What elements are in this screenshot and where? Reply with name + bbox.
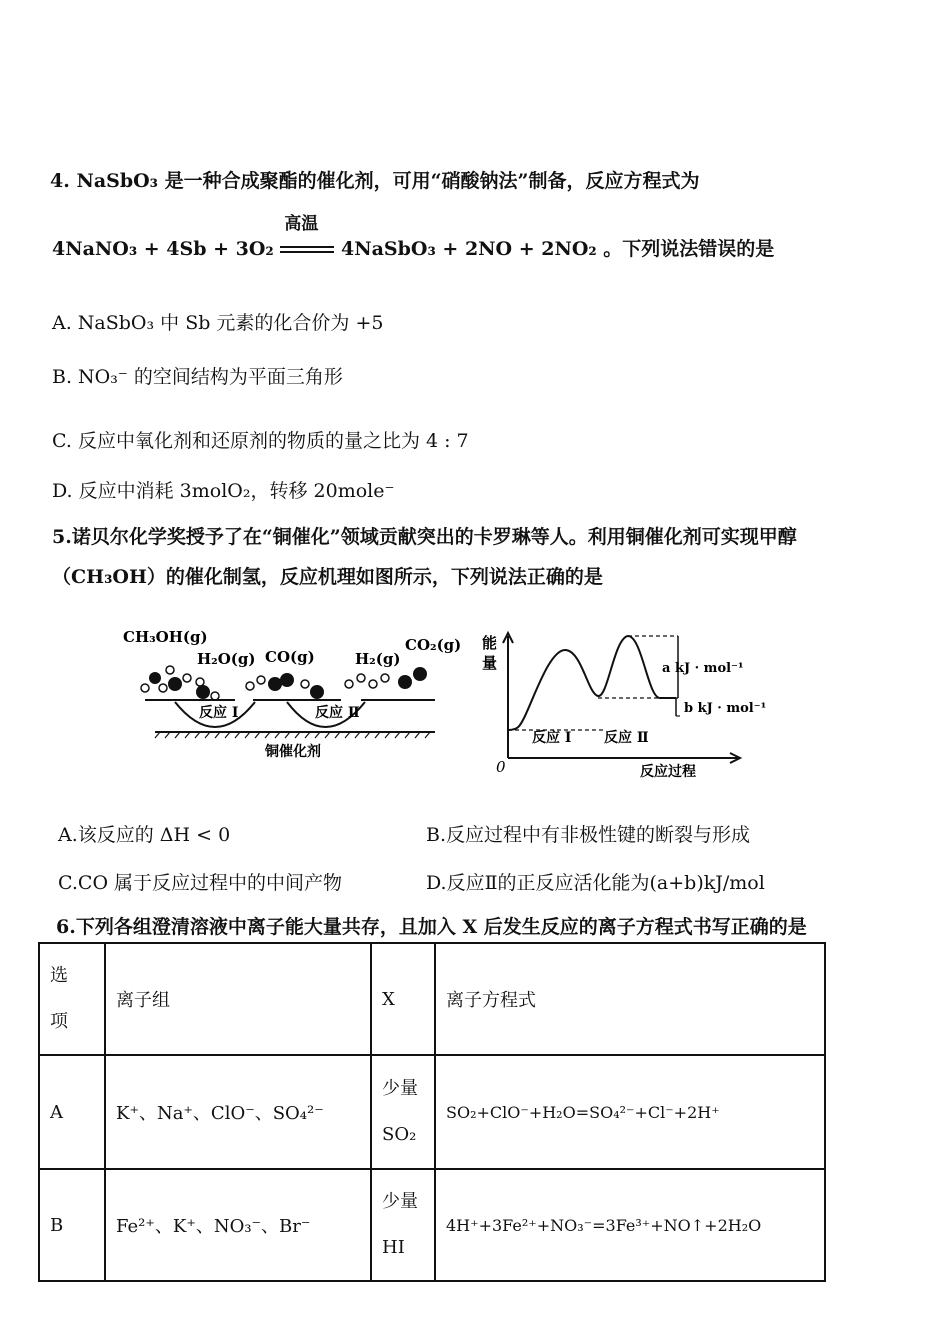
label-catalyst: 铜催化剂 <box>265 744 321 760</box>
header-equation: 离子方程式 <box>435 943 825 1055</box>
energy-diagram <box>478 628 778 780</box>
energy-curve <box>508 636 676 730</box>
row-a-x <box>371 1055 435 1169</box>
b-label: b kJ · mol⁻¹ <box>684 701 767 716</box>
q6-stem: 6.下列各组澄清溶液中离子能大量共存，且加入 X 后发生反应的离子方程式书写正确的是 <box>56 916 807 938</box>
q5-option-b[interactable]: B.反应过程中有非极性键的断裂与形成 <box>426 824 751 846</box>
header-option <box>39 943 105 1055</box>
label-co: CO(g) <box>265 648 315 666</box>
q5-option-c[interactable]: C.CO 属于反应过程中的中间产物 <box>58 872 343 894</box>
a-label: a kJ · mol⁻¹ <box>662 661 744 676</box>
row-a-equation: SO₂+ClO⁻+H₂O=SO₄²⁻+Cl⁻+2H⁺ <box>435 1055 825 1169</box>
q4-equation <box>52 214 775 261</box>
row-a-x-1: 少量 <box>382 1078 418 1099</box>
q4-condition: 高温 <box>284 214 319 234</box>
table-row <box>39 1169 825 1281</box>
header-option-1: 选 <box>50 965 68 986</box>
y-label-2: 量 <box>482 654 498 672</box>
row-a-ions: K⁺、Na⁺、ClO⁻、SO₄²⁻ <box>105 1055 371 1169</box>
row-b-option: B <box>39 1169 105 1281</box>
q4-option-d[interactable]: D. 反应中消耗 3molO₂，转移 20mole⁻ <box>52 480 395 502</box>
q4-equation-arrow <box>280 214 334 260</box>
q5-stem-line1: 5.诺贝尔化学奖授予了在“铜催化”领域贡献突出的卡罗琳等人。利用铜催化剂可实现甲醇 <box>52 526 797 548</box>
q4-stem: 4. NaSbO₃ 是一种合成聚酯的催化剂，可用“硝酸钠法”制备，反应方程式为 <box>50 170 700 192</box>
label-ch3oh: CH₃OH(g) <box>123 628 208 646</box>
label-rxn2-mech: 反应 Ⅱ <box>315 705 360 721</box>
q4-option-a[interactable]: A. NaSbO₃ 中 Sb 元素的化合价为 +5 <box>52 312 384 334</box>
row-a-option: A <box>39 1055 105 1169</box>
label-h2o: H₂O(g) <box>197 650 256 668</box>
header-x: X <box>371 943 435 1055</box>
header-ions: 离子组 <box>105 943 371 1055</box>
q5-stem-line2: （CH₃OH）的催化制氢，反应机理如图所示，下列说法正确的是 <box>52 566 603 588</box>
label-h2: H₂(g) <box>355 650 401 668</box>
label-rxn2-energy: 反应 Ⅱ <box>604 730 649 746</box>
row-b-x <box>371 1169 435 1281</box>
row-a-x-2: SO₂ <box>382 1124 417 1145</box>
catalyst-surface <box>145 700 435 732</box>
q4-equation-right: 4NaSbO₃ + 2NO + 2NO₂ 。下列说法错误的是 <box>341 238 775 260</box>
mechanism-diagram <box>115 622 462 770</box>
table-header-row <box>39 943 825 1055</box>
row-b-x-1: 少量 <box>382 1191 418 1212</box>
q6-table <box>38 942 826 1282</box>
q4-equation-left: 4NaNO₃ + 4Sb + 3O₂ <box>52 238 274 260</box>
row-b-ions: Fe²⁺、K⁺、NO₃⁻、Br⁻ <box>105 1169 371 1281</box>
molecules-group <box>141 666 427 700</box>
q5-option-a[interactable]: A.该反应的 ΔH < 0 <box>58 824 231 846</box>
row-b-equation: 4H⁺+3Fe²⁺+NO₃⁻=3Fe³⁺+NO↑+2H₂O <box>435 1169 825 1281</box>
y-label-1: 能 <box>482 634 498 652</box>
table-row <box>39 1055 825 1169</box>
label-co2: CO₂(g) <box>405 636 462 654</box>
label-rxn1-mech: 反应 Ⅰ <box>199 705 239 721</box>
q5-option-d[interactable]: D.反应Ⅱ的正反应活化能为(a+b)kJ/mol <box>426 872 765 894</box>
origin-label: 0 <box>496 758 506 776</box>
header-option-2: 项 <box>50 1011 68 1032</box>
x-axis-label: 反应过程 <box>640 764 696 780</box>
q4-option-c[interactable]: C. 反应中氧化剂和还原剂的物质的量之比为 4 : 7 <box>52 430 469 452</box>
row-b-x-2: HI <box>382 1237 405 1258</box>
q4-option-b[interactable]: B. NO₃⁻ 的空间结构为平面三角形 <box>52 366 343 388</box>
label-rxn1-energy: 反应 Ⅰ <box>532 730 572 746</box>
